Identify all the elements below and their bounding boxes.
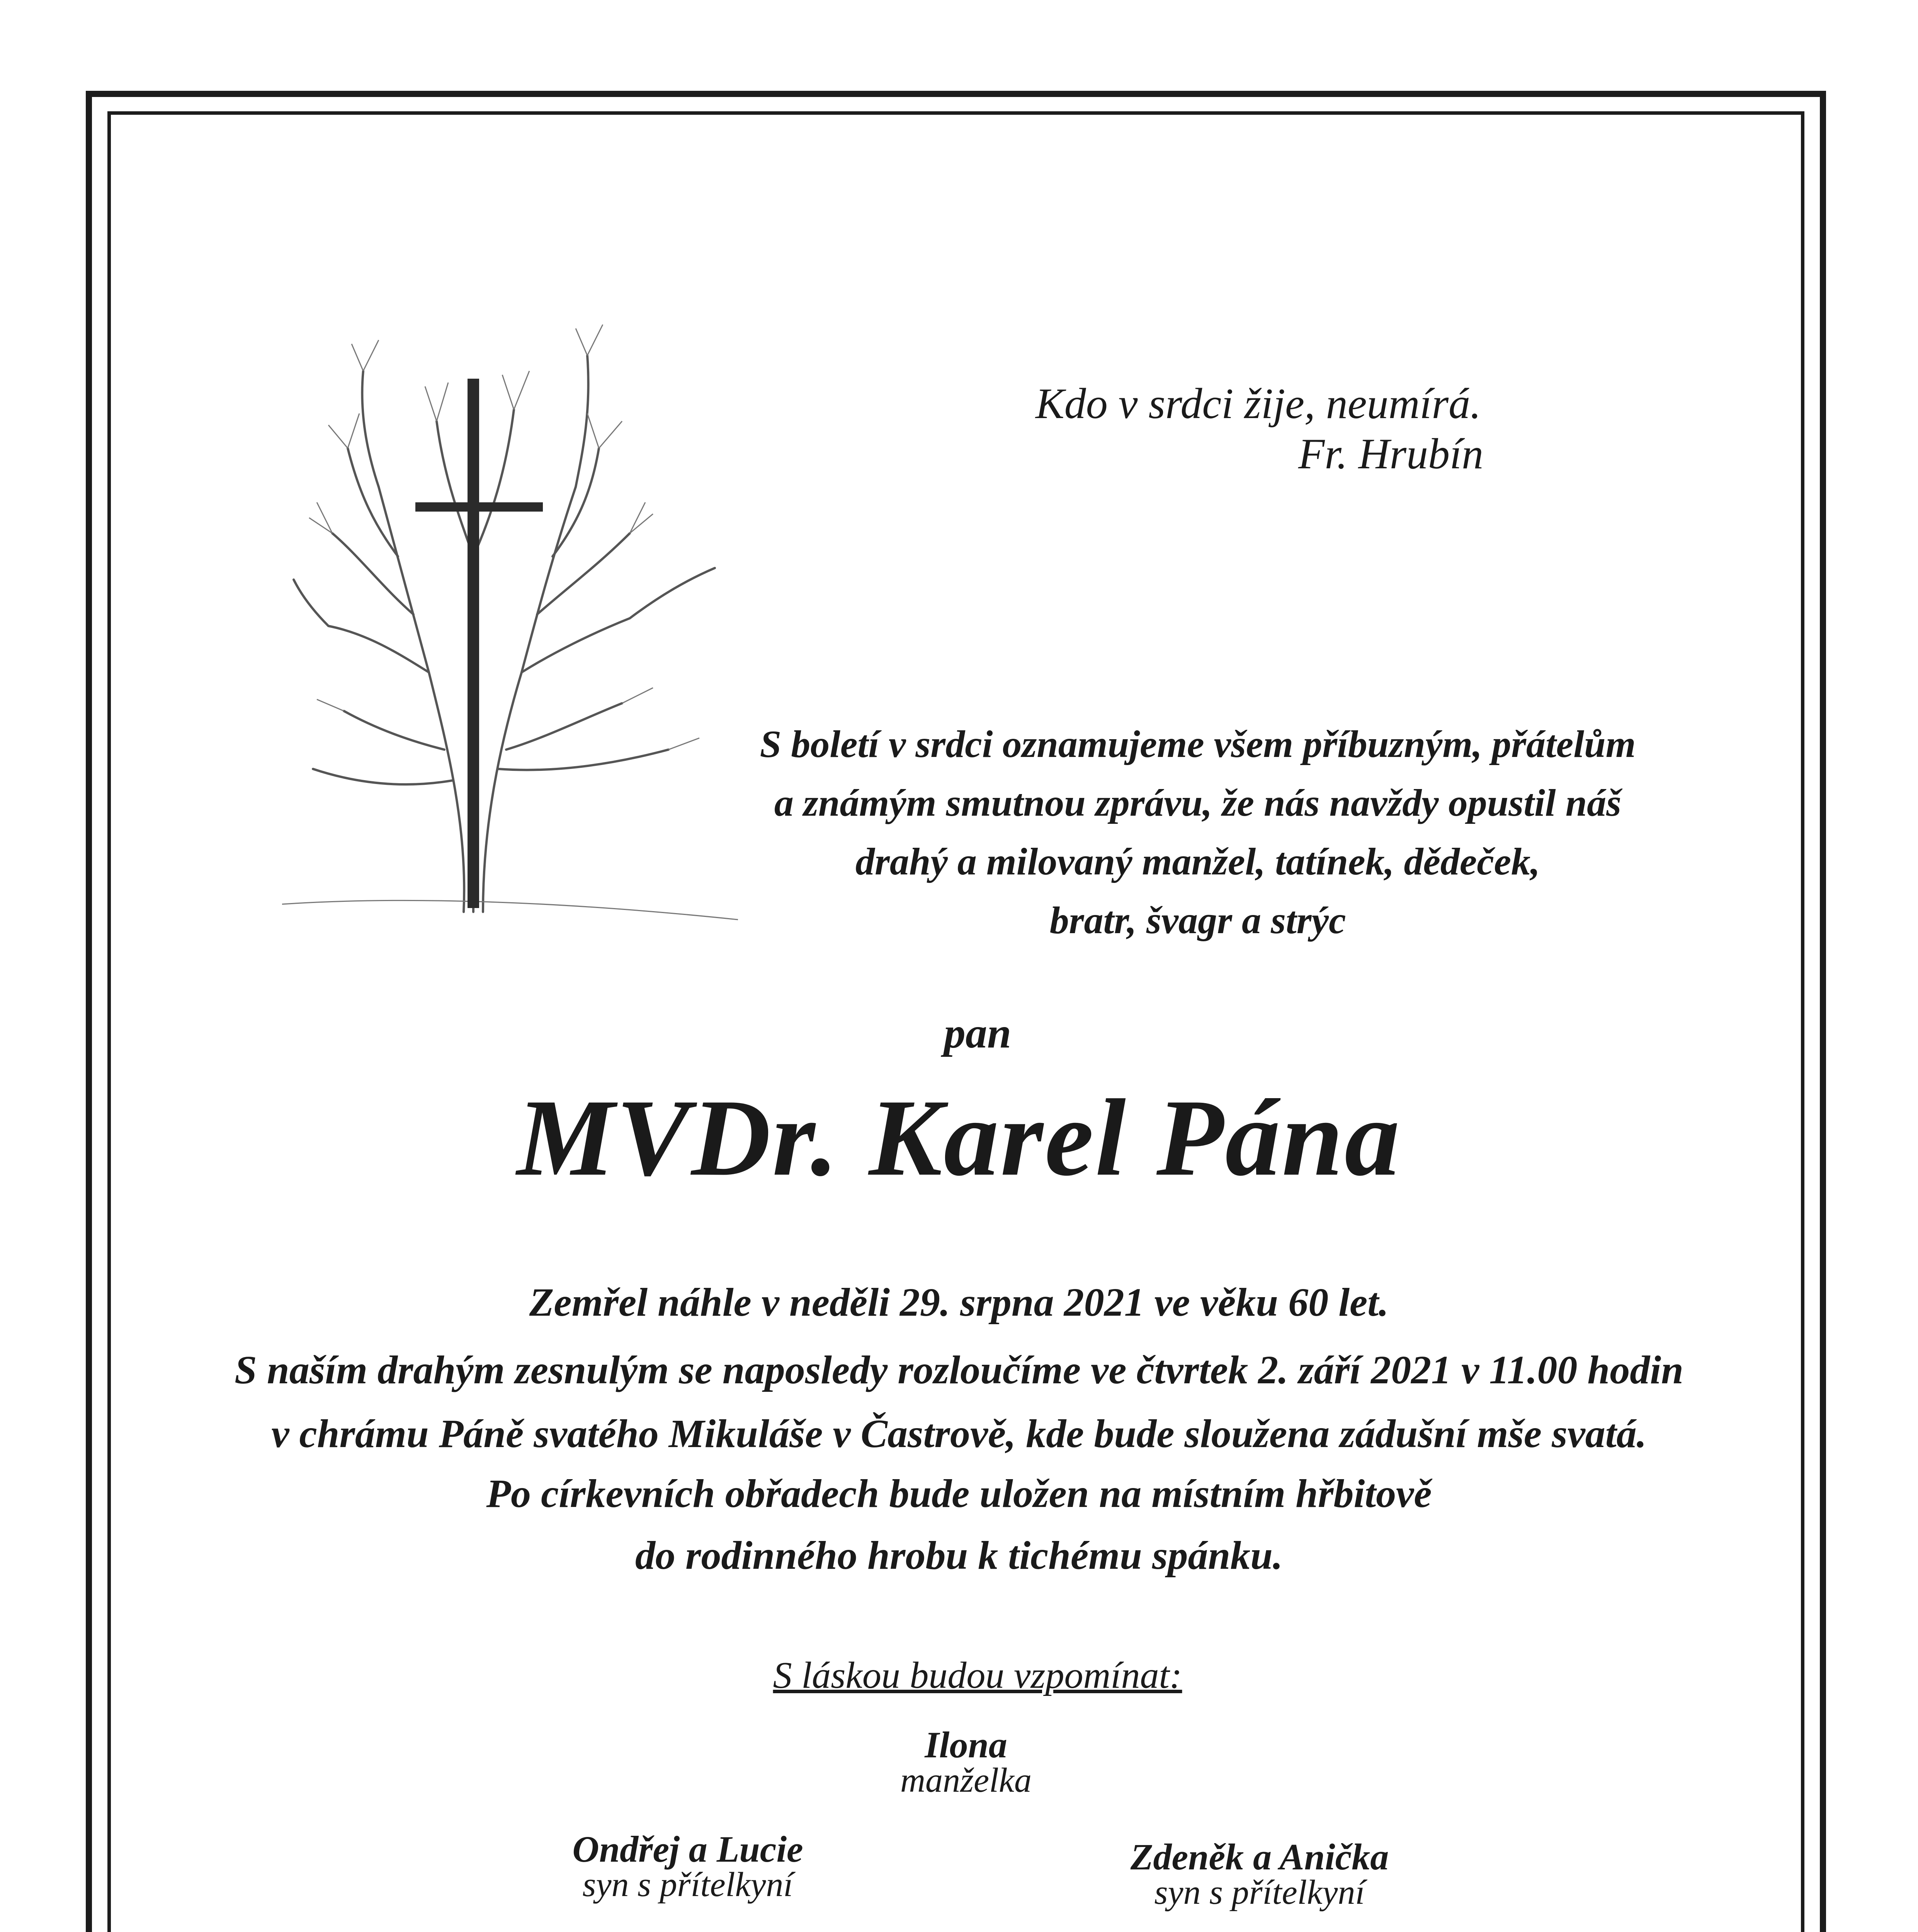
mourner-role: syn s přítelkyní	[582, 1866, 793, 1904]
details-line-5: do rodinného hrobu k tichému spánku.	[635, 1533, 1283, 1578]
quote-text: Kdo v srdci žije, neumírá.	[1036, 380, 1481, 428]
details-line-1: Zemřel náhle v neděli 29. srpna 2021 ve věku 60 let.	[529, 1280, 1389, 1325]
mourner-name: Ondřej a Lucie	[572, 1828, 803, 1870]
tree-cross-illustration	[282, 286, 746, 923]
mourners-heading: S láskou budou vzpomínat:	[773, 1655, 1182, 1696]
mourner-spouse	[900, 1724, 1032, 1799]
deceased-name: MVDr. Karel Pána	[517, 1077, 1401, 1199]
mourner-role: manželka	[900, 1761, 1032, 1799]
intro-line-1: S boletí v srdci oznamujeme všem příbuzným, přátelům	[760, 723, 1636, 765]
details-line-3: v chrámu Páně svatého Mikuláše v Častrově, kde bude sloužena zádušní mše svatá.	[271, 1412, 1647, 1456]
quote-author: Fr. Hrubín	[1298, 430, 1484, 478]
mourner-name: Ilona	[925, 1724, 1007, 1765]
intro-line-3: drahý a milovaný manžel, tatínek, dědeček,	[855, 840, 1541, 883]
mourner-son-2	[1130, 1836, 1389, 1912]
intro-line-2: a známým smutnou zprávu, že nás navždy opustil náš	[774, 781, 1622, 824]
mourner-son-1	[572, 1828, 803, 1904]
intro-line-4: bratr, švagr a strýc	[1049, 899, 1346, 942]
details-line-4: Po církevních obřadech bude uložen na místním hřbitově	[486, 1471, 1432, 1516]
mourner-role: syn s přítelkyní	[1154, 1873, 1365, 1912]
mourner-name: Zdeněk a Anička	[1130, 1836, 1389, 1878]
honorific: pan	[944, 1009, 1012, 1057]
details-line-2: S naším drahým zesnulým se naposledy rozloučíme ve čtvrtek 2. září 2021 v 11.00 hodin	[235, 1348, 1683, 1392]
